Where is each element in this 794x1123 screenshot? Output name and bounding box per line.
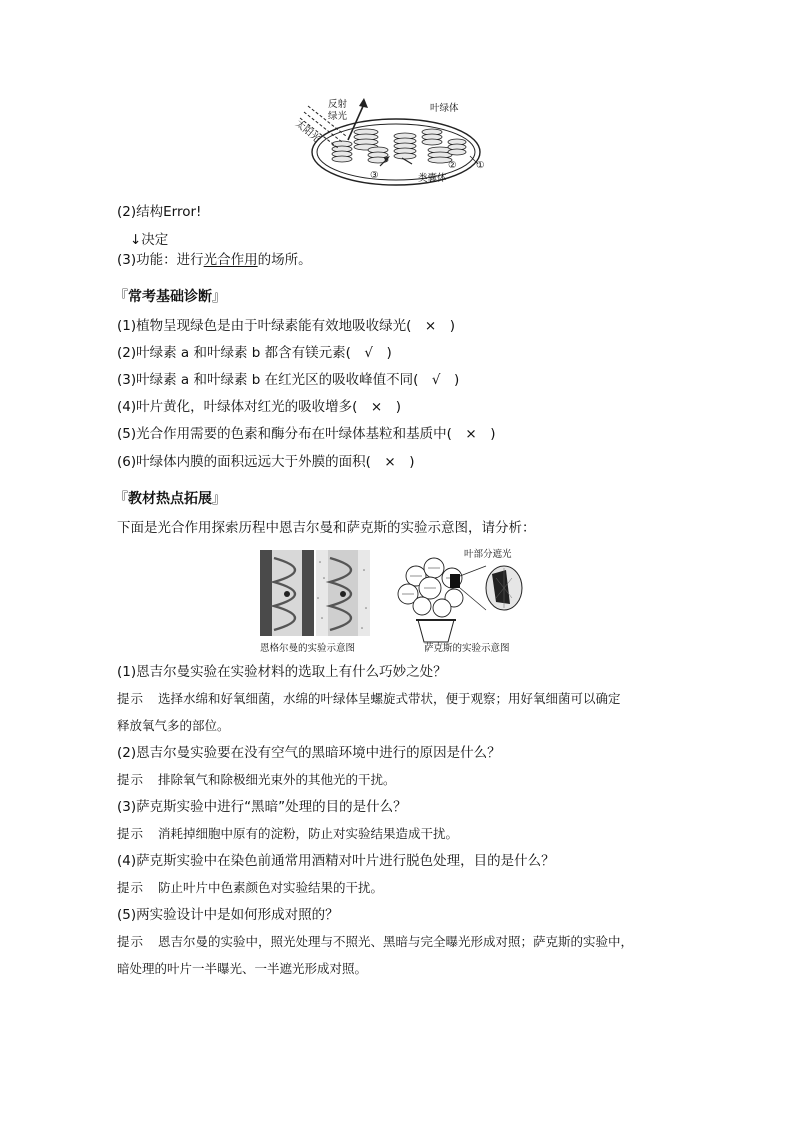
diagnosis-item-5: (5)光合作用需要的色素和酶分布在叶绿体基粒和基质中( × ) (117, 426, 496, 442)
function-underlined: 光合作用 (203, 252, 258, 268)
sachs-caption: 萨克斯的实验示意图 (424, 643, 510, 654)
green-light-label: 绿光 (328, 111, 348, 122)
function-prefix: (3)功能：进行 (117, 252, 204, 268)
answer-5-line-2: 暗处理的叶片一半曝光、一半遮光形成对照。 (117, 961, 368, 976)
answer-text: 防止叶片中色素颜色对实验结果的干扰。 (158, 880, 384, 895)
question-2: (2)恩吉尔曼实验要在没有空气的黑暗环境中进行的原因是什么？ (117, 745, 501, 761)
answer-text: 消耗掉细胞中原有的淀粉，防止对实验结果造成干扰。 (158, 826, 459, 841)
diagnosis-item-1: (1)植物呈现绿色是由于叶绿素能有效地吸收绿光( × ) (117, 318, 455, 334)
diagnosis-item-3: (3)叶绿素 a 和叶绿素 b 在红光区的吸收峰值不同( √ ) (117, 372, 460, 388)
question-5: (5)两实验设计中是如何形成对照的？ (117, 907, 339, 923)
answer-1-line-1 (117, 689, 621, 709)
question-3: (3)萨克斯实验中进行“黑暗”处理的目的是什么？ (117, 799, 407, 815)
answer-text: 恩吉尔曼的实验中，照光处理与不照光、黑暗与完全曝光形成对照；萨克斯的实验中， (158, 934, 634, 949)
answer-2-line-1 (117, 770, 396, 790)
marker-3-label: ③ (370, 170, 379, 181)
function-suffix: 的场所。 (257, 252, 312, 268)
hint-tag: 提示 (117, 880, 145, 895)
structure-line: (2)结构Error! (117, 204, 202, 220)
marker-1-label: ① (476, 160, 485, 171)
experiment-figure (258, 548, 538, 656)
decide-line: ↓决定 (130, 232, 169, 248)
basic-diagnosis-title: 『 常考基础诊断 』 (114, 286, 226, 306)
hint-tag: 提示 (117, 826, 145, 841)
question-1: (1)恩吉尔曼实验在实验材料的选取上有什么巧妙之处？ (117, 664, 447, 680)
marker-2-label: ② (448, 160, 457, 171)
answer-1-line-2: 释放氧气多的部位。 (117, 718, 230, 733)
leaf-shade-label: 叶部分遮光 (464, 549, 512, 560)
diagnosis-item-4: (4)叶片黄化，叶绿体对红光的吸收增多( × ) (117, 399, 401, 415)
answer-text: 排除氧气和除极细光束外的其他光的干扰。 (158, 772, 396, 787)
chloroplast-label: 叶绿体 (430, 103, 459, 114)
hint-tag: 提示 (117, 772, 145, 787)
function-line (117, 250, 312, 270)
hint-tag: 提示 (117, 691, 145, 706)
extension-intro: 下面是光合作用探索历程中恩吉尔曼和萨克斯的实验示意图，请分析： (117, 520, 536, 536)
hint-tag: 提示 (117, 934, 145, 949)
answer-text: 选择水绵和好氧细菌，水绵的叶绿体呈螺旋式带状，便于观察；用好氧细菌可以确定 (158, 691, 621, 706)
thylakoid-label: 类囊体 (418, 173, 447, 184)
textbook-extension-title: 『 教材热点拓展 』 (114, 488, 226, 508)
answer-4-line-1 (117, 878, 383, 898)
engelmann-caption: 恩格尔曼的实验示意图 (260, 643, 356, 654)
answer-5-line-1 (117, 932, 633, 952)
diagnosis-item-6: (6)叶绿体内膜的面积远远大于外膜的面积( × ) (117, 454, 415, 470)
diagnosis-item-2: (2)叶绿素 a 和叶绿素 b 都含有镁元素( √ ) (117, 345, 392, 361)
sunlight-label: 太阳光 (293, 118, 322, 146)
reflect-label: 反射 (328, 99, 348, 110)
question-4: (4)萨克斯实验中在染色前通常用酒精对叶片进行脱色处理，目的是什么？ (117, 853, 555, 869)
chloroplast-figure (293, 94, 494, 190)
answer-3-line-1 (117, 824, 458, 844)
